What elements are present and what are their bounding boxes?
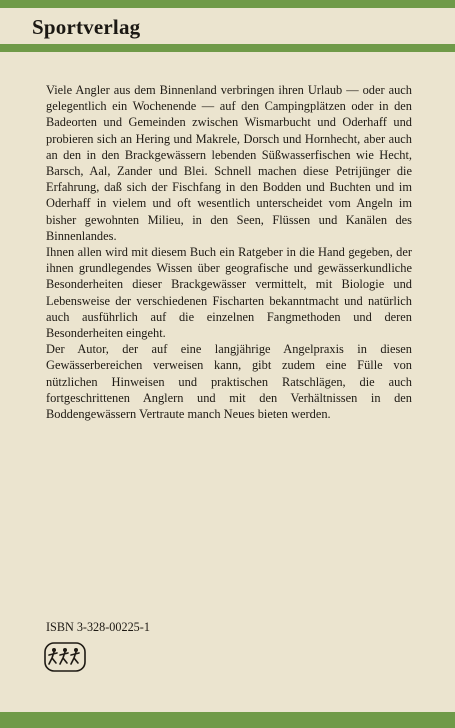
blurb-text	[46, 82, 412, 422]
blurb-paragraph-3: Der Autor, der auf eine langjährige Angelpraxis in diesen Gewässerbereichen verweisen kann, gibt zudem eine Fülle von nützlichen Hinweisen und praktischen Ratschlägen, die auch fortgeschrittenen Anglern und mit den Verhältnissen in den Boddengewässern Vertraute manch Neues bieten werden.	[46, 342, 412, 422]
publisher-name: Sportverlag	[32, 15, 141, 39]
header-underline-band	[0, 44, 455, 52]
blurb-paragraph-2: Ihnen allen wird mit diesem Buch ein Ratgeber in die Hand gegeben, der ihnen grundlegendes Wissen über geografische und gewässerkundliche Besonderheiten dieser Brackgewässer vermittelt, mit Biologie und Lebensweise der verschiedenen Fischarten bekanntmacht und natürlich auch ausführlich auf die einzelnen Fangmethoden und deren Besonderheiten eingeht.	[46, 245, 412, 341]
bottom-band	[0, 712, 455, 728]
blurb-paragraph-1: Viele Angler aus dem Binnenland verbringen ihren Urlaub — oder auch gelegentlich ein Wochenende — auf den Campingplätzen oder in den Badeorten und Gemeinden zwischen Wismarbucht und Oderhaff und probieren sich an Hering und Makrele, Dorsch und Hornhecht, aber auch an den in den Brackgewässern lebenden Süßwasserfischen wie Hecht, Barsch, Aal, Zander und Blei. Schnell machen diese Petrijünger die Erfahrung, daß sich der Fischfang in den Bodden und Buchten und im Oderhaff in vielem und oft wesentlich unterscheidet vom Angeln im bisher gewohnten Milieu, in den Seen, Flüssen und Kanälen des Binnenlandes.	[46, 83, 412, 243]
isbn-number: ISBN 3-328-00225-1	[46, 620, 150, 634]
running-figures-logo-icon	[44, 642, 86, 672]
top-band	[0, 0, 455, 8]
